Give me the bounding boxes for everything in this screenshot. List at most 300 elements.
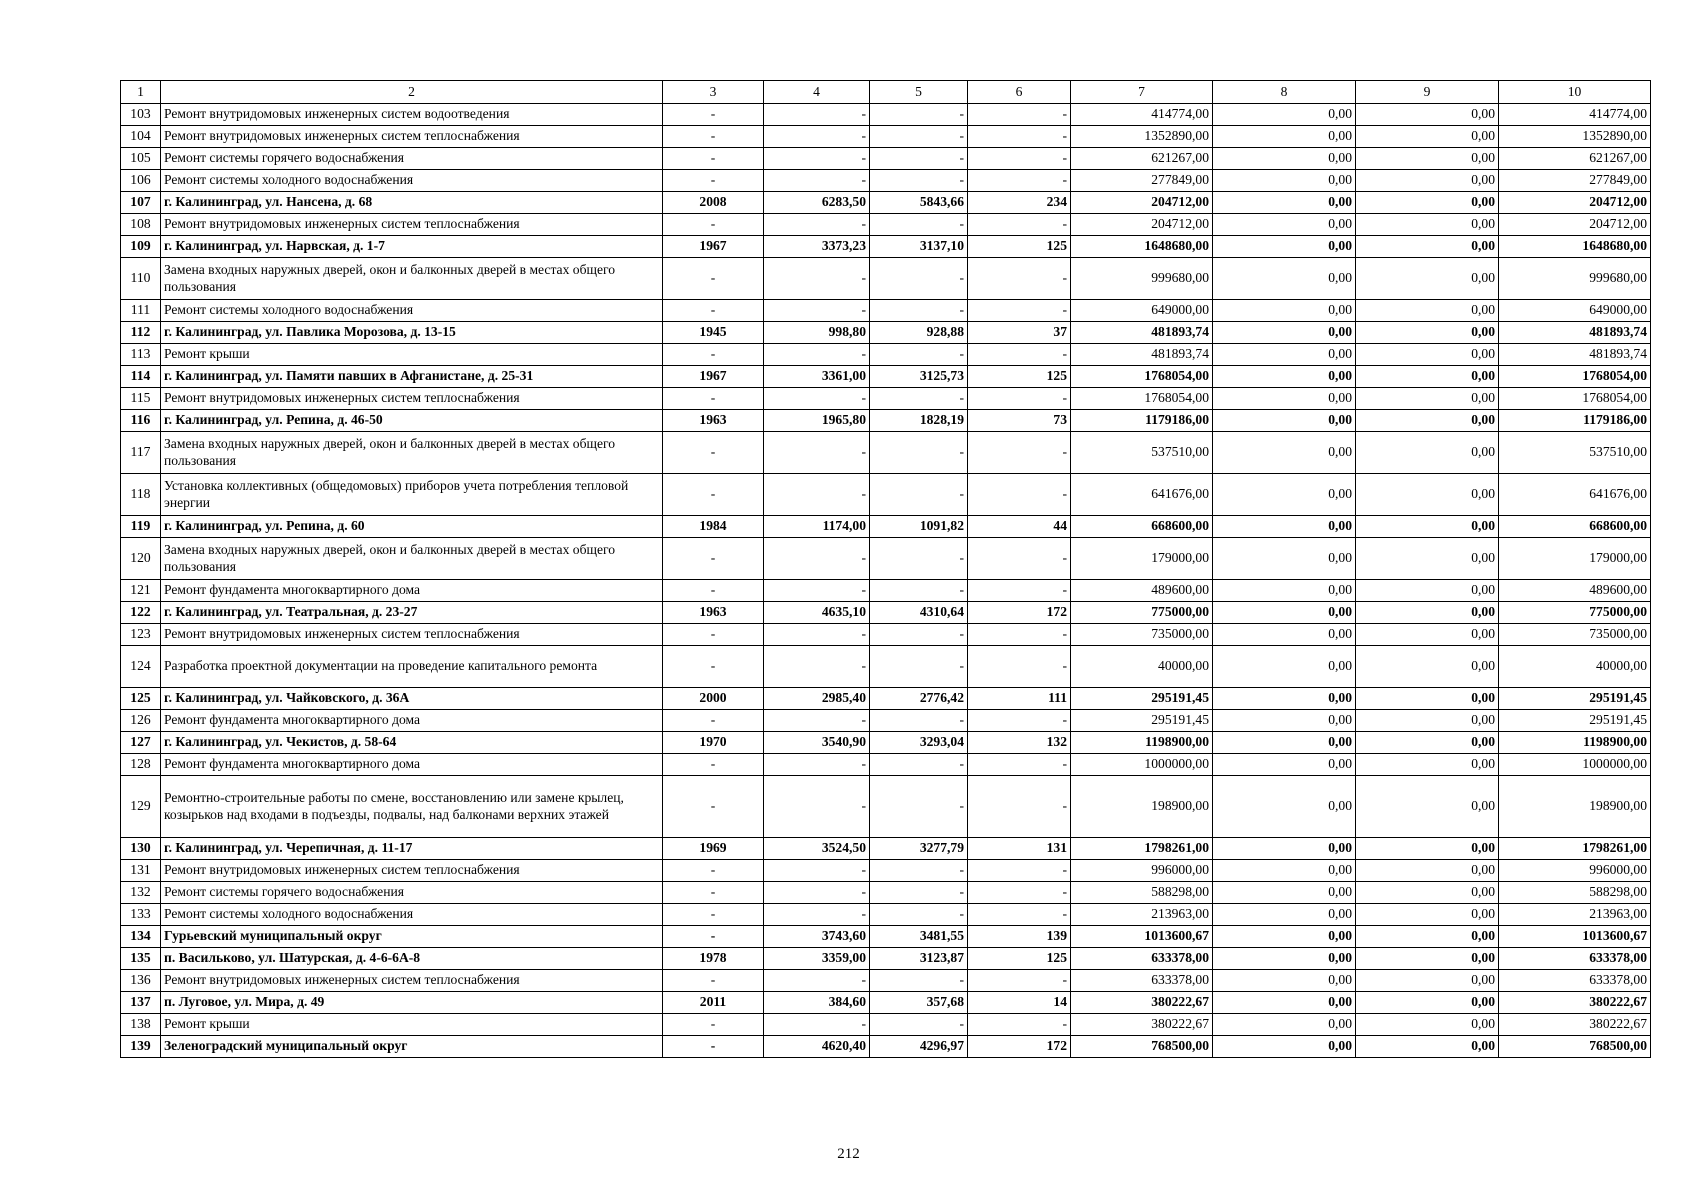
cell-col-10: 1768054,00 xyxy=(1499,388,1651,410)
cell-col-7: 649000,00 xyxy=(1071,300,1213,322)
cell-col-8: 0,00 xyxy=(1213,624,1356,646)
cell-col-8: 0,00 xyxy=(1213,258,1356,300)
cell-col-8: 0,00 xyxy=(1213,214,1356,236)
cell-col-10: 213963,00 xyxy=(1499,904,1651,926)
table-row xyxy=(121,710,1651,732)
cell-col-8: 0,00 xyxy=(1213,970,1356,992)
cell-col-10: 1648680,00 xyxy=(1499,236,1651,258)
cell-col-4: 998,80 xyxy=(764,322,870,344)
table-row xyxy=(121,538,1651,580)
cell-object-name: Ремонт внутридомовых инженерных систем теплоснабжения xyxy=(161,214,663,236)
cell-col-6: 14 xyxy=(968,992,1071,1014)
cell-col-10: 204712,00 xyxy=(1499,214,1651,236)
cell-col-4: - xyxy=(764,882,870,904)
cell-object-name: Ремонт фундамента многоквартирного дома xyxy=(161,754,663,776)
cell-col-8: 0,00 xyxy=(1213,432,1356,474)
cell-col-10: 649000,00 xyxy=(1499,300,1651,322)
cell-col-9: 0,00 xyxy=(1356,300,1499,322)
cell-row-number: 117 xyxy=(121,432,161,474)
cell-col-5: - xyxy=(870,860,968,882)
cell-col-6: - xyxy=(968,580,1071,602)
cell-col-8: 0,00 xyxy=(1213,300,1356,322)
cell-col-7: 204712,00 xyxy=(1071,214,1213,236)
cell-col-10: 489600,00 xyxy=(1499,580,1651,602)
cell-col-10: 380222,67 xyxy=(1499,992,1651,1014)
cell-object-name: Ремонт внутридомовых инженерных систем водоотведения xyxy=(161,104,663,126)
cell-object-name: Ремонт системы горячего водоснабжения xyxy=(161,882,663,904)
cell-col-6: 131 xyxy=(968,838,1071,860)
cell-col-10: 735000,00 xyxy=(1499,624,1651,646)
cell-object-name: Ремонт крыши xyxy=(161,344,663,366)
cell-object-name: Гурьевский муниципальный округ xyxy=(161,926,663,948)
cell-row-number: 122 xyxy=(121,602,161,624)
table-row xyxy=(121,624,1651,646)
table-row xyxy=(121,474,1651,516)
cell-col-7: 414774,00 xyxy=(1071,104,1213,126)
cell-col-7: 735000,00 xyxy=(1071,624,1213,646)
cell-row-number: 139 xyxy=(121,1036,161,1058)
cell-col-9: 0,00 xyxy=(1356,860,1499,882)
cell-col-9: 0,00 xyxy=(1356,410,1499,432)
cell-col-9: 0,00 xyxy=(1356,322,1499,344)
cell-col-6: - xyxy=(968,776,1071,838)
cell-col-8: 0,00 xyxy=(1213,170,1356,192)
page-number: 212 xyxy=(837,1146,860,1162)
cell-col-3: 2000 xyxy=(663,688,764,710)
cell-col-3: - xyxy=(663,344,764,366)
cell-col-9: 0,00 xyxy=(1356,474,1499,516)
cell-col-10: 481893,74 xyxy=(1499,344,1651,366)
cell-col-10: 380222,67 xyxy=(1499,1014,1651,1036)
cell-col-5: 1828,19 xyxy=(870,410,968,432)
cell-row-number: 113 xyxy=(121,344,161,366)
cell-row-number: 115 xyxy=(121,388,161,410)
cell-col-3: - xyxy=(663,580,764,602)
cell-row-number: 129 xyxy=(121,776,161,838)
cell-col-6: 139 xyxy=(968,926,1071,948)
cell-row-number: 116 xyxy=(121,410,161,432)
cell-col-6: - xyxy=(968,624,1071,646)
cell-col-7: 380222,67 xyxy=(1071,1014,1213,1036)
cell-col-8: 0,00 xyxy=(1213,148,1356,170)
cell-col-4: - xyxy=(764,474,870,516)
cell-col-9: 0,00 xyxy=(1356,732,1499,754)
cell-object-name: Замена входных наружных дверей, окон и балконных дверей в местах общего пользования xyxy=(161,258,663,300)
cell-col-5: 1091,82 xyxy=(870,516,968,538)
cell-col-8: 0,00 xyxy=(1213,732,1356,754)
cell-col-5: 357,68 xyxy=(870,992,968,1014)
cell-row-number: 136 xyxy=(121,970,161,992)
cell-col-9: 0,00 xyxy=(1356,688,1499,710)
cell-row-number: 104 xyxy=(121,126,161,148)
cell-row-number: 105 xyxy=(121,148,161,170)
cell-object-name: Ремонт внутридомовых инженерных систем теплоснабжения xyxy=(161,624,663,646)
cell-object-name: Установка коллективных (общедомовых) приборов учета потребления тепловой энергии xyxy=(161,474,663,516)
table-row xyxy=(121,860,1651,882)
cell-col-6: 125 xyxy=(968,236,1071,258)
cell-col-10: 775000,00 xyxy=(1499,602,1651,624)
cell-col-3: 2011 xyxy=(663,992,764,1014)
cell-col-7: 198900,00 xyxy=(1071,776,1213,838)
cell-col-5: 3123,87 xyxy=(870,948,968,970)
cell-col-7: 380222,67 xyxy=(1071,992,1213,1014)
cell-col-7: 481893,74 xyxy=(1071,322,1213,344)
table-row xyxy=(121,970,1651,992)
cell-col-4: - xyxy=(764,776,870,838)
cell-col-5: - xyxy=(870,904,968,926)
table-row xyxy=(121,410,1651,432)
cell-col-7: 1013600,67 xyxy=(1071,926,1213,948)
cell-col-5: - xyxy=(870,126,968,148)
cell-col-10: 768500,00 xyxy=(1499,1036,1651,1058)
cell-col-7: 775000,00 xyxy=(1071,602,1213,624)
cell-col-10: 481893,74 xyxy=(1499,322,1651,344)
cell-object-name: п. Васильково, ул. Шатурская, д. 4-6-6А-8 xyxy=(161,948,663,970)
cell-col-7: 996000,00 xyxy=(1071,860,1213,882)
cell-col-8: 0,00 xyxy=(1213,538,1356,580)
cell-col-8: 0,00 xyxy=(1213,838,1356,860)
cell-col-9: 0,00 xyxy=(1356,192,1499,214)
cell-col-7: 668600,00 xyxy=(1071,516,1213,538)
cell-col-5: - xyxy=(870,474,968,516)
cell-row-number: 119 xyxy=(121,516,161,538)
cell-col-7: 295191,45 xyxy=(1071,688,1213,710)
cell-col-4: - xyxy=(764,904,870,926)
cell-col-4: 4620,40 xyxy=(764,1036,870,1058)
cell-object-name: Замена входных наружных дверей, окон и балконных дверей в местах общего пользования xyxy=(161,538,663,580)
cell-object-name: Ремонт системы холодного водоснабжения xyxy=(161,170,663,192)
cell-col-3: - xyxy=(663,258,764,300)
cell-col-9: 0,00 xyxy=(1356,776,1499,838)
cell-col-9: 0,00 xyxy=(1356,516,1499,538)
cell-object-name: г. Калининград, ул. Чайковского, д. 36А xyxy=(161,688,663,710)
cell-col-7: 1768054,00 xyxy=(1071,388,1213,410)
cell-col-5: - xyxy=(870,754,968,776)
cell-col-9: 0,00 xyxy=(1356,126,1499,148)
cell-col-9: 0,00 xyxy=(1356,926,1499,948)
cell-col-5: - xyxy=(870,882,968,904)
cell-col-3: 1945 xyxy=(663,322,764,344)
cell-col-6: - xyxy=(968,300,1071,322)
cell-col-8: 0,00 xyxy=(1213,236,1356,258)
cell-col-9: 0,00 xyxy=(1356,624,1499,646)
column-header: 4 xyxy=(764,81,870,104)
table-row xyxy=(121,882,1651,904)
cell-col-9: 0,00 xyxy=(1356,538,1499,580)
cell-col-7: 768500,00 xyxy=(1071,1036,1213,1058)
cell-row-number: 134 xyxy=(121,926,161,948)
cell-col-8: 0,00 xyxy=(1213,410,1356,432)
cell-col-3: 1984 xyxy=(663,516,764,538)
cell-row-number: 124 xyxy=(121,646,161,688)
cell-col-3: - xyxy=(663,432,764,474)
cell-col-3: - xyxy=(663,170,764,192)
cell-col-4: - xyxy=(764,710,870,732)
cell-col-6: - xyxy=(968,214,1071,236)
cell-col-7: 1198900,00 xyxy=(1071,732,1213,754)
cell-col-4: 3524,50 xyxy=(764,838,870,860)
cell-row-number: 108 xyxy=(121,214,161,236)
cell-col-7: 1000000,00 xyxy=(1071,754,1213,776)
cell-col-4: 1174,00 xyxy=(764,516,870,538)
cell-col-5: - xyxy=(870,776,968,838)
cell-row-number: 126 xyxy=(121,710,161,732)
cell-col-5: 3277,79 xyxy=(870,838,968,860)
cell-object-name: Ремонт крыши xyxy=(161,1014,663,1036)
cell-col-8: 0,00 xyxy=(1213,860,1356,882)
cell-row-number: 114 xyxy=(121,366,161,388)
cell-col-7: 588298,00 xyxy=(1071,882,1213,904)
cell-col-8: 0,00 xyxy=(1213,992,1356,1014)
cell-col-6: 132 xyxy=(968,732,1071,754)
cell-col-3: - xyxy=(663,474,764,516)
cell-col-5: - xyxy=(870,624,968,646)
cell-col-8: 0,00 xyxy=(1213,926,1356,948)
cell-col-6: - xyxy=(968,432,1071,474)
cell-col-8: 0,00 xyxy=(1213,580,1356,602)
cell-col-8: 0,00 xyxy=(1213,602,1356,624)
cell-col-7: 621267,00 xyxy=(1071,148,1213,170)
cell-col-5: 4310,64 xyxy=(870,602,968,624)
table-row xyxy=(121,904,1651,926)
cell-row-number: 120 xyxy=(121,538,161,580)
cell-col-10: 641676,00 xyxy=(1499,474,1651,516)
cell-col-10: 1000000,00 xyxy=(1499,754,1651,776)
cell-col-8: 0,00 xyxy=(1213,754,1356,776)
table-body xyxy=(121,81,1651,1058)
cell-object-name: Ремонт внутридомовых инженерных систем теплоснабжения xyxy=(161,388,663,410)
column-header: 5 xyxy=(870,81,968,104)
cell-col-6: - xyxy=(968,344,1071,366)
column-header: 1 xyxy=(121,81,161,104)
cell-col-10: 277849,00 xyxy=(1499,170,1651,192)
cell-col-7: 481893,74 xyxy=(1071,344,1213,366)
cell-col-3: - xyxy=(663,776,764,838)
cell-object-name: Ремонт внутридомовых инженерных систем теплоснабжения xyxy=(161,126,663,148)
cell-col-6: 125 xyxy=(968,366,1071,388)
cell-col-7: 489600,00 xyxy=(1071,580,1213,602)
table-row xyxy=(121,776,1651,838)
table-row xyxy=(121,1014,1651,1036)
table-row xyxy=(121,126,1651,148)
table-row xyxy=(121,104,1651,126)
cell-col-3: 1967 xyxy=(663,236,764,258)
cell-col-8: 0,00 xyxy=(1213,388,1356,410)
cell-col-7: 537510,00 xyxy=(1071,432,1213,474)
cell-object-name: Ремонт системы холодного водоснабжения xyxy=(161,904,663,926)
cell-object-name: г. Калининград, ул. Павлика Морозова, д. 13-15 xyxy=(161,322,663,344)
cell-object-name: Ремонт системы холодного водоснабжения xyxy=(161,300,663,322)
cell-col-3: - xyxy=(663,926,764,948)
cell-col-4: - xyxy=(764,388,870,410)
cell-row-number: 128 xyxy=(121,754,161,776)
cell-col-10: 179000,00 xyxy=(1499,538,1651,580)
column-header: 9 xyxy=(1356,81,1499,104)
cell-object-name: г. Калининград, ул. Репина, д. 60 xyxy=(161,516,663,538)
cell-col-5: - xyxy=(870,258,968,300)
cell-col-6: - xyxy=(968,170,1071,192)
table-row xyxy=(121,580,1651,602)
cell-object-name: Ремонт фундамента многоквартирного дома xyxy=(161,580,663,602)
cell-col-6: - xyxy=(968,148,1071,170)
cell-col-5: - xyxy=(870,710,968,732)
cell-col-10: 1352890,00 xyxy=(1499,126,1651,148)
cell-object-name: Ремонт внутридомовых инженерных систем теплоснабжения xyxy=(161,970,663,992)
cell-col-9: 0,00 xyxy=(1356,104,1499,126)
cell-col-5: 3481,55 xyxy=(870,926,968,948)
cell-col-6: - xyxy=(968,258,1071,300)
cell-col-4: - xyxy=(764,624,870,646)
table-row xyxy=(121,688,1651,710)
cell-col-9: 0,00 xyxy=(1356,904,1499,926)
column-header: 10 xyxy=(1499,81,1651,104)
cell-col-7: 204712,00 xyxy=(1071,192,1213,214)
cell-col-9: 0,00 xyxy=(1356,646,1499,688)
cell-col-10: 1198900,00 xyxy=(1499,732,1651,754)
cell-col-4: - xyxy=(764,170,870,192)
cell-row-number: 121 xyxy=(121,580,161,602)
cell-col-8: 0,00 xyxy=(1213,474,1356,516)
column-header: 8 xyxy=(1213,81,1356,104)
cell-col-10: 996000,00 xyxy=(1499,860,1651,882)
cell-row-number: 109 xyxy=(121,236,161,258)
cell-col-6: 37 xyxy=(968,322,1071,344)
cell-col-7: 277849,00 xyxy=(1071,170,1213,192)
table-row xyxy=(121,170,1651,192)
cell-col-4: 6283,50 xyxy=(764,192,870,214)
cell-col-10: 295191,45 xyxy=(1499,688,1651,710)
cell-col-5: - xyxy=(870,646,968,688)
cell-col-10: 1013600,67 xyxy=(1499,926,1651,948)
cell-col-9: 0,00 xyxy=(1356,580,1499,602)
cell-col-4: - xyxy=(764,432,870,474)
cell-col-4: - xyxy=(764,538,870,580)
cell-col-10: 1179186,00 xyxy=(1499,410,1651,432)
cell-col-9: 0,00 xyxy=(1356,432,1499,474)
cell-col-9: 0,00 xyxy=(1356,710,1499,732)
cell-col-6: 172 xyxy=(968,1036,1071,1058)
cell-col-6: - xyxy=(968,474,1071,516)
cell-col-6: - xyxy=(968,646,1071,688)
table-row xyxy=(121,602,1651,624)
capital-repair-table xyxy=(120,80,1651,1058)
cell-col-10: 1798261,00 xyxy=(1499,838,1651,860)
cell-col-3: - xyxy=(663,126,764,148)
cell-col-4: - xyxy=(764,344,870,366)
cell-col-10: 537510,00 xyxy=(1499,432,1651,474)
cell-col-8: 0,00 xyxy=(1213,104,1356,126)
cell-col-5: - xyxy=(870,580,968,602)
cell-col-5: 3137,10 xyxy=(870,236,968,258)
cell-object-name: г. Калининград, ул. Нарвская, д. 1-7 xyxy=(161,236,663,258)
cell-col-5: - xyxy=(870,1014,968,1036)
cell-col-9: 0,00 xyxy=(1356,602,1499,624)
cell-col-3: 1967 xyxy=(663,366,764,388)
cell-col-8: 0,00 xyxy=(1213,322,1356,344)
cell-col-6: - xyxy=(968,1014,1071,1036)
cell-col-3: - xyxy=(663,538,764,580)
cell-col-4: 384,60 xyxy=(764,992,870,1014)
cell-row-number: 133 xyxy=(121,904,161,926)
cell-col-5: - xyxy=(870,148,968,170)
cell-col-6: 111 xyxy=(968,688,1071,710)
table-row xyxy=(121,258,1651,300)
cell-col-3: - xyxy=(663,104,764,126)
cell-col-8: 0,00 xyxy=(1213,776,1356,838)
cell-col-9: 0,00 xyxy=(1356,148,1499,170)
cell-col-7: 1352890,00 xyxy=(1071,126,1213,148)
cell-col-5: 5843,66 xyxy=(870,192,968,214)
cell-col-9: 0,00 xyxy=(1356,970,1499,992)
cell-col-3: - xyxy=(663,882,764,904)
cell-col-10: 204712,00 xyxy=(1499,192,1651,214)
cell-col-4: - xyxy=(764,1014,870,1036)
cell-row-number: 130 xyxy=(121,838,161,860)
column-header: 7 xyxy=(1071,81,1213,104)
table-row xyxy=(121,992,1651,1014)
cell-col-9: 0,00 xyxy=(1356,214,1499,236)
cell-col-3: - xyxy=(663,1014,764,1036)
cell-col-7: 633378,00 xyxy=(1071,970,1213,992)
cell-col-9: 0,00 xyxy=(1356,992,1499,1014)
cell-col-9: 0,00 xyxy=(1356,754,1499,776)
cell-col-4: 3373,23 xyxy=(764,236,870,258)
cell-col-5: 3125,73 xyxy=(870,366,968,388)
cell-col-6: - xyxy=(968,754,1071,776)
cell-row-number: 125 xyxy=(121,688,161,710)
cell-col-4: 1965,80 xyxy=(764,410,870,432)
cell-col-5: - xyxy=(870,344,968,366)
cell-col-10: 414774,00 xyxy=(1499,104,1651,126)
cell-col-10: 621267,00 xyxy=(1499,148,1651,170)
table-row xyxy=(121,926,1651,948)
cell-col-5: 3293,04 xyxy=(870,732,968,754)
cell-col-4: 3743,60 xyxy=(764,926,870,948)
cell-col-5: 928,88 xyxy=(870,322,968,344)
cell-row-number: 137 xyxy=(121,992,161,1014)
cell-row-number: 106 xyxy=(121,170,161,192)
cell-col-9: 0,00 xyxy=(1356,882,1499,904)
cell-col-3: - xyxy=(663,710,764,732)
cell-row-number: 132 xyxy=(121,882,161,904)
cell-row-number: 127 xyxy=(121,732,161,754)
cell-col-10: 1768054,00 xyxy=(1499,366,1651,388)
cell-col-8: 0,00 xyxy=(1213,688,1356,710)
cell-col-10: 40000,00 xyxy=(1499,646,1651,688)
cell-col-8: 0,00 xyxy=(1213,126,1356,148)
table-row xyxy=(121,344,1651,366)
cell-object-name: п. Луговое, ул. Мира, д. 49 xyxy=(161,992,663,1014)
table-row xyxy=(121,366,1651,388)
cell-col-5: - xyxy=(870,970,968,992)
cell-col-6: 125 xyxy=(968,948,1071,970)
cell-col-3: - xyxy=(663,970,764,992)
cell-col-3: 1963 xyxy=(663,410,764,432)
column-header: 3 xyxy=(663,81,764,104)
cell-col-5: - xyxy=(870,104,968,126)
cell-col-4: - xyxy=(764,970,870,992)
cell-col-5: - xyxy=(870,538,968,580)
table-row xyxy=(121,838,1651,860)
cell-row-number: 138 xyxy=(121,1014,161,1036)
cell-col-3: - xyxy=(663,1036,764,1058)
cell-col-10: 588298,00 xyxy=(1499,882,1651,904)
table-row xyxy=(121,646,1651,688)
table-row xyxy=(121,754,1651,776)
cell-col-8: 0,00 xyxy=(1213,516,1356,538)
cell-col-10: 633378,00 xyxy=(1499,948,1651,970)
cell-object-name: г. Калининград, ул. Репина, д. 46-50 xyxy=(161,410,663,432)
